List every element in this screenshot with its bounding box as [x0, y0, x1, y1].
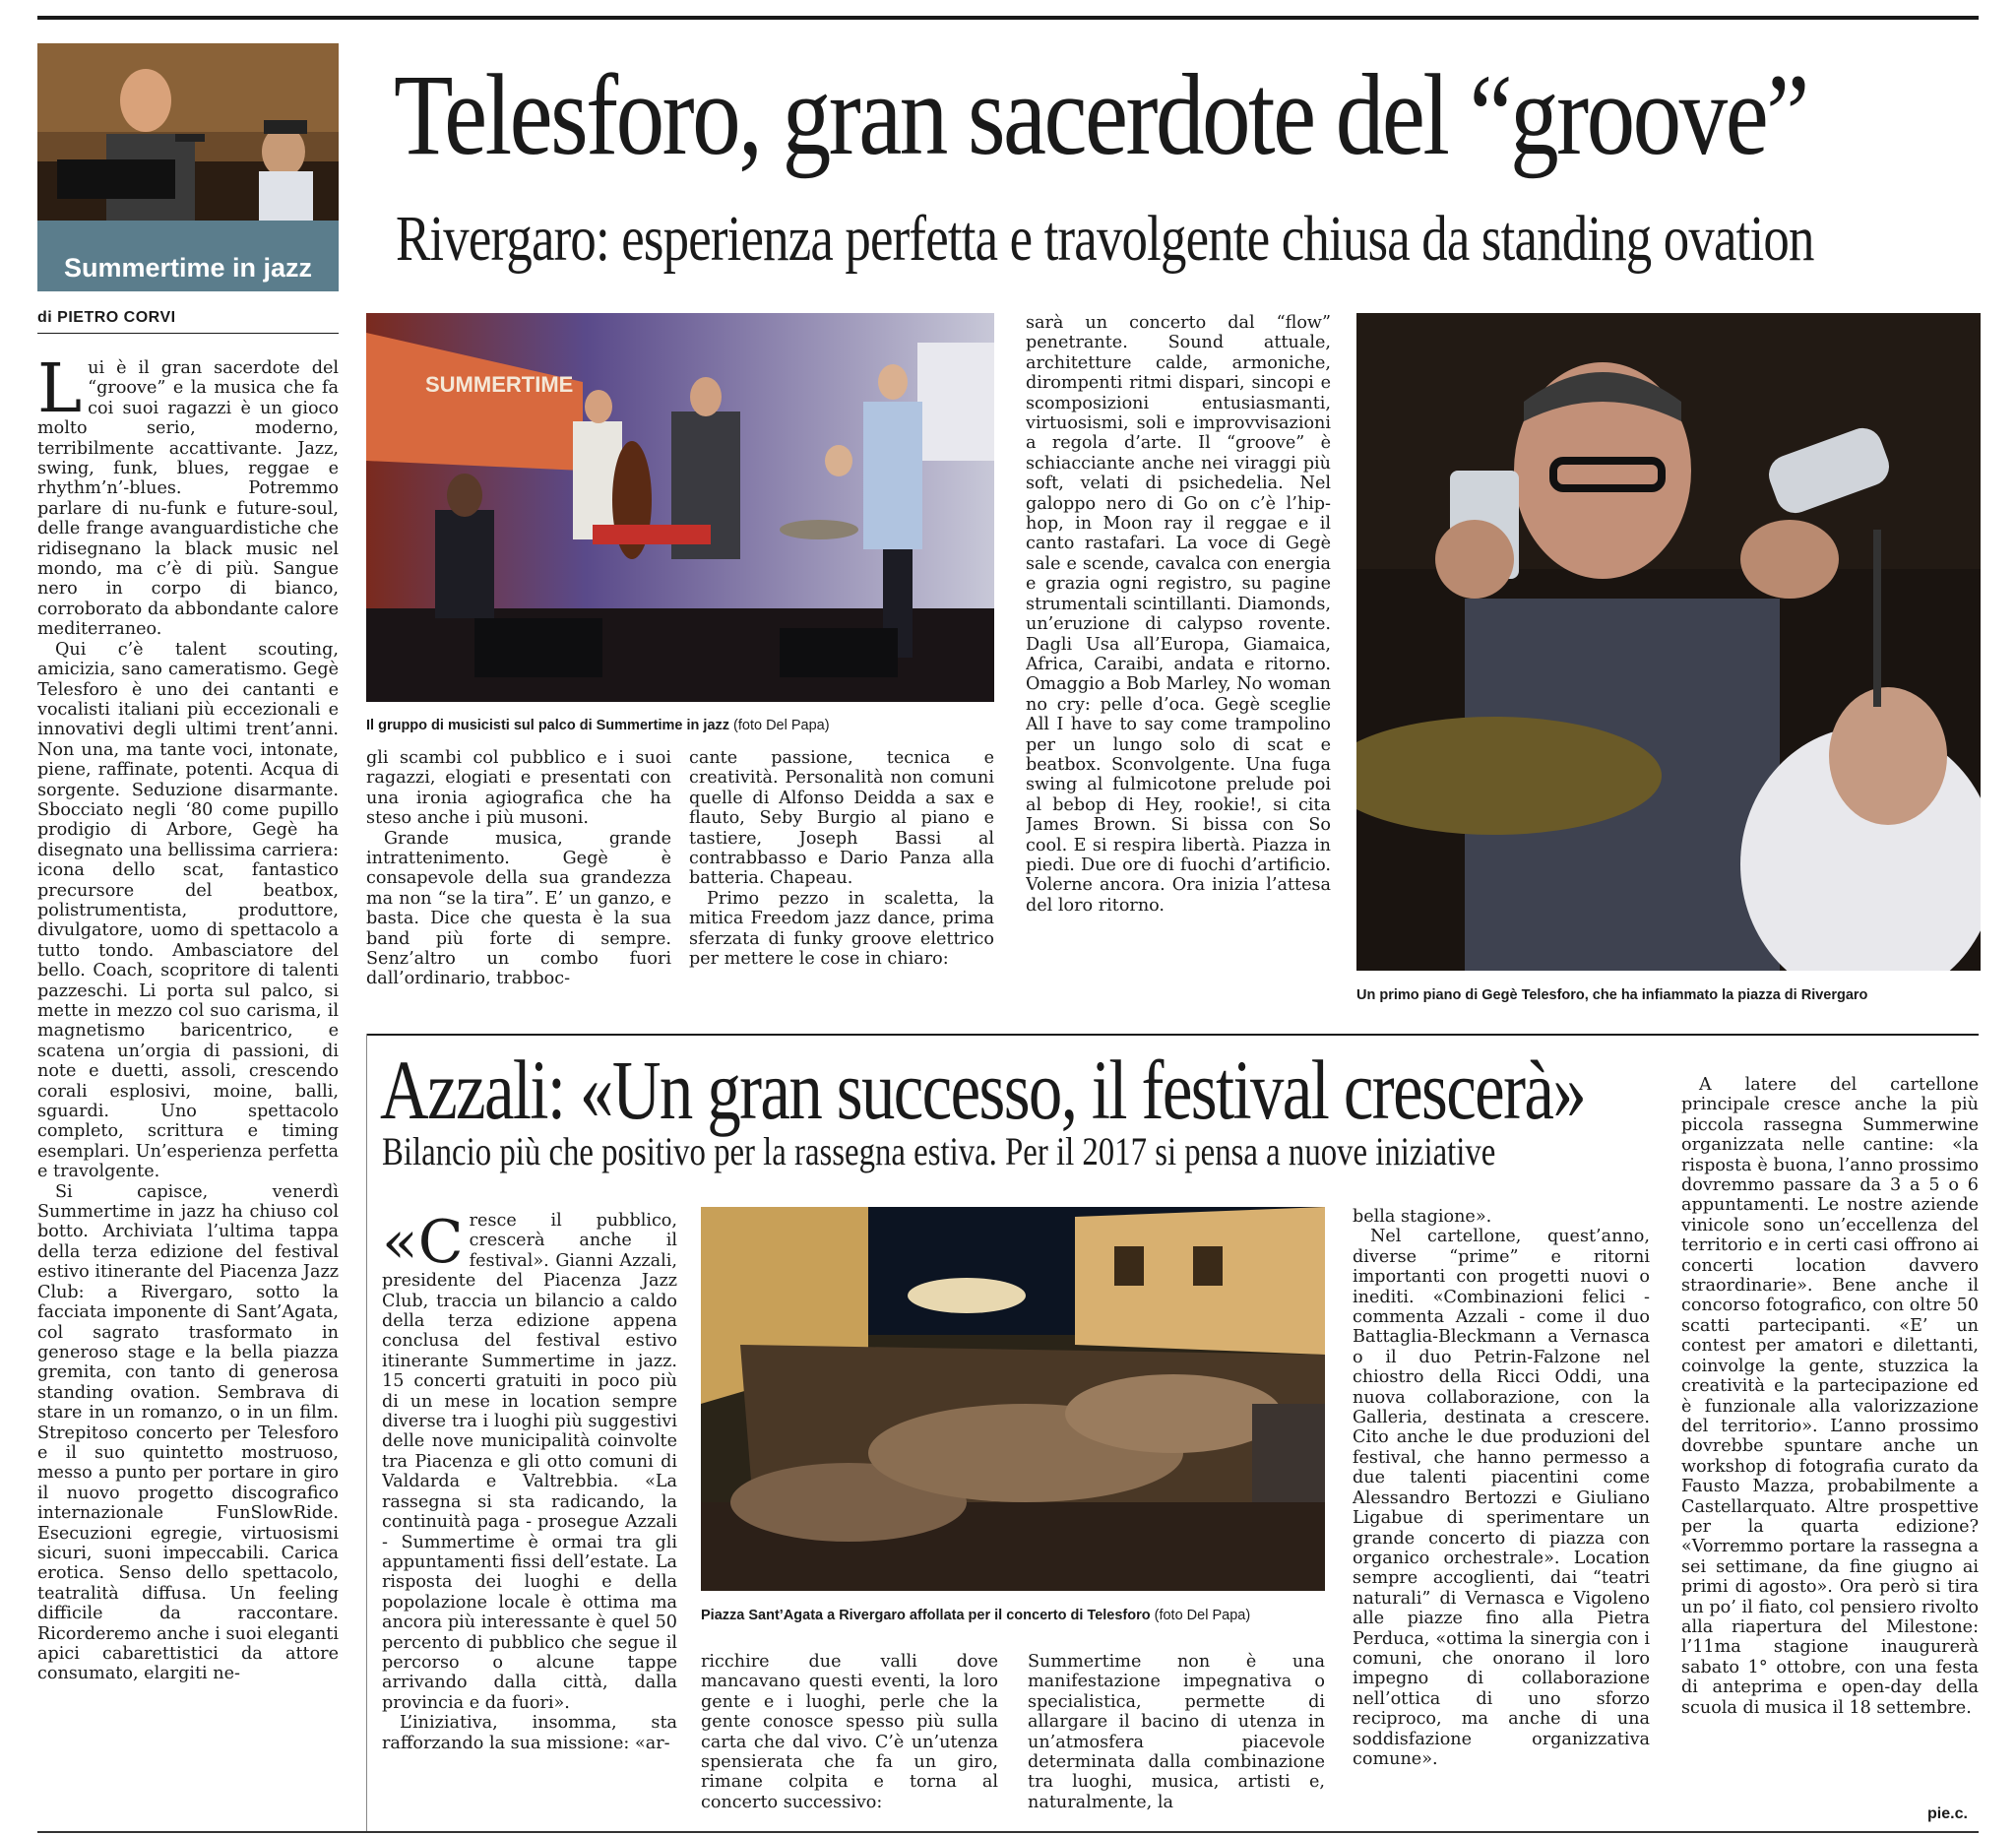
subheadline: Rivergaro: esperienza perfetta e travolgente chiusa da standing ovation — [396, 203, 1814, 275]
article2-column-3 — [1028, 1652, 1325, 1821]
paragraph: Qui c’è talent scouting, amicizia, sano cameratismo. Gegè Telesforo è uno dei cantanti e vocalisti italiani più eccezionali e innovativi degli ultimi trent’anni. Non una, ma tante voci, intonate, piene, raffinate, potenti. Acqua di sorgente. Seduzione disarmante. Sbocciato negli ‘80 come pupillo prodigio di Arbore, Gegè ha disegnato una bellissima carriera: icona dello scat, fantastico precursore del beatbox, polistrumentista, produttore, divulgatore, uomo di spettacolo a tutto tondo. Ambasciatore del bello. Coach, scopritore di talenti pazzeschi. Li porta sul palco, si mette in mezzo col suo carisma, il magnetismo baricentrico, e scatena un’orgia di passioni, di note e duetti, assoli, crescendo corali esplosivi, moine, balli, sguardi. Uno spettacolo completo, scrittura e timing esemplari. Un’esperienza perfetta e travolgente. — [37, 639, 339, 1182]
paragraph: L’iniziativa, insomma, sta rafforzando la sua missione: «ar- — [382, 1713, 677, 1753]
section-badge: Summertime in jazz — [37, 221, 339, 291]
paragraph: «Cresce il pubblico, crescerà anche il festival». Gianni Azzali, presidente del Piacenza Jazz Club, traccia un bilancio a caldo della terza edizione appena conclusa del festival estivo itinerante Summertime in jazz. 15 concerti gratuiti in poco più di un mese in location sempre diverse tra i luoghi più suggestivi delle nove municipalità coinvolte tra Piacenza e gli otto comuni di Valdarda e Valtrebbia. «La rassegna si sta radicando, la continuità paga - prosegue Azzali - Summertime è ormai tra gli appuntamenti fissi dell’estate. La risposta dei luoghi e della popolazione locale è ottima ma ancora più interessante è quel 50 percento di pubblico che segue il percorso o alcune tappe arrivando dalla città, dalla provincia e da fuori». — [382, 1211, 677, 1713]
byline: di PIETRO CORVI — [37, 309, 339, 334]
paragraph: Summertime non è una manifestazione impegnativa o specialistica, permette di allargare il bacino di utenza in un’atmosfera piacevole determinata dalla combinazione tra luoghi, musica, artisti e, naturalmente, la — [1028, 1652, 1325, 1812]
paragraph: Lui è il gran sacerdote del “groove” e la musica che fa coi suoi ragazzi è un gioco molto serio, moderno, terribilmente accattivante. Jazz, swing, funk, blues, reggae e rhythm’n’-blues. Potremmo parlare di nu-funk e future-soul, delle frange avanguardistiche che ridisegnano la black music nel mondo, ma c’è di più. Sangue nero in corpo di bianco, corroborato da abbondante calore mediterraneo. — [37, 358, 339, 640]
paragraph: ricchire due valli dove mancavano questi eventi, la loro gente e i luoghi, perle che la gente conosce spesso più sulla carta che dal vivo. C’è un’utenza spensierata che fa un giro, rimane colpita e torna al concerto successivo: — [701, 1652, 998, 1812]
top-rule — [37, 16, 1979, 20]
article2-column-4 — [1353, 1207, 1650, 1821]
photo-credit: (foto Del Papa) — [1154, 1608, 1251, 1623]
column-divider — [366, 1034, 367, 1831]
bottom-rule — [37, 1831, 1979, 1833]
drop-cap: L — [37, 358, 83, 428]
author-thumbnail-photo — [37, 43, 339, 221]
paragraph: bella stagione». — [1353, 1207, 1492, 1227]
article2-column-5 — [1681, 1075, 1979, 1803]
second-headline: Azzali: «Un gran successo, il festival crescerà» — [380, 1043, 1586, 1137]
paragraph: gli scambi col pubblico e i suoi ragazzi, elogiati e presentati con una ironia agiografica che ha steso anche i più musoni. — [366, 748, 671, 829]
crowd-photo-caption: Piazza Sant’Agata a Rivergaro affollata per il concerto di Telesforo (foto Del Papa) — [701, 1608, 1251, 1623]
drop-cap: «C — [382, 1211, 464, 1277]
article1-column-1 — [37, 358, 339, 1821]
paragraph: sarà un concerto dal “flow” penetrante. Sound attuale, architetture calde, armoniche, dirompenti ritmi dispari, sincopi e scomposizioni entusiasmanti, virtuosismi, soli e improvvisazioni a regola d’arte. Il “groove” è schiacciante anche nei viraggi più soft, velati di psichedelia. Nel galoppo nero di Go on c’è l’hip-hop, in Moon ray il reggae e il canto rastafari. La voce di Gegè sale e scende, cavalca con energia e grazia ogni registro, su pagine strumentali scintillanti. Diamonds, un’eruzione di calypso rovente. Dagli Usa all’Europa, Giamaica, Africa, Caraibi, andata e ritorno. Omaggio a Bob Marley, No woman no cry: pelle d’oca. Gegè sceglie All I have to say come trampolino per un lungo solo di scat e beatbox. Sconvolgente. Una fuga swing al fulmicotone prelude poi al bebop di Hey, rookie!, si cita James Brown. Si bissa con So cool. E si respira libertà. Piazza in piedi. Due ore di fuochi d’artificio. Volerne ancora. Ora inizia l’attesa del loro ritorno. — [1026, 313, 1331, 916]
second-subheadline: Bilancio più che positivo per la rassegna estiva. Per il 2017 si pensa a nuove iniziative — [382, 1129, 1496, 1173]
paragraph: Primo pezzo in scaletta, la mitica Freedom jazz dance, prima sferzata di funky groove elettrico per mettere le cose in chiaro: — [689, 888, 994, 970]
headline: Telesforo, gran sacerdote del “groove” — [394, 50, 1807, 179]
paragraph: Si capisce, venerdì Summertime in jazz ha chiuso col botto. Archiviata l’ultima tappa della terza edizione del festival estivo itinerante del Piacenza Jazz Club: a Rivergaro, sotto la facciata imponente di Sant’Agata, col sagrato trasformato in generoso stage e la bella piazza gremita, con tanto di generosa standing ovation. Sembrava di stare in un romanzo, o in un film. Strepitoso concerto per Telesforo e il suo quintetto mostruoso, messo a punto per portare in giro il nuovo progetto discografico internazionale FunSlowRide. Esecuzioni egregie, virtuosismi sicuri, suoni impeccabili. Carica erotica. Senso dello spettacolo, teatralità diffusa. Un feeling difficile da raccontare. Ricorderemo anche i suoi eleganti apici cabarettistici da attore consumato, elargiti ne- — [37, 1181, 339, 1684]
section-divider — [366, 1034, 1979, 1036]
portrait-photo — [1356, 313, 1981, 971]
signoff: pie.c. — [1927, 1805, 1968, 1822]
stage-photo — [366, 313, 994, 702]
stage-photo-caption: Il gruppo di musicisti sul palco di Summertime in jazz (foto Del Papa) — [366, 718, 830, 733]
article2-column-1 — [382, 1211, 677, 1821]
portrait-photo-caption: Un primo piano di Gegè Telesforo, che ha infiammato la piazza di Rivergaro — [1356, 987, 1868, 1003]
paragraph: A latere del cartellone principale cresce anche la più piccola rassegna Summerwine organizzata nelle cantine: «la risposta è buona, l’anno prossimo dovremmo passare da 3 a 5 o 6 appuntamenti. Le nostre aziende vinicole sono un’eccellenza del territorio e in certi casi offrono ai concerti location davvero straordinarie». Bene anche il concorso fotografico, con oltre 50 scatti partecipanti. «E’ un contest per amatori e dilettanti, coinvolge la gente, stuzzica la creatività e la partecipazione ed è funzionale alla valorizzazione del territorio». L’anno prossimo dovrebbe spuntare anche un workshop di fotografia curato da Fausto Mazza, probabilmente a Castellarquato. Altre prospettive per la quarta edizione? «Vorremmo portare la rassegna a sei settimane, da fine giugno ai primi di agosto». Ora però si tira un po’ il fiato, col pensiero rivolto alla riapertura del Milestone: l’11ma stagione inaugurerà sabato 1° ottobre, con una festa di anteprima e open-day della scuola di musica il 18 settembre. — [1681, 1075, 1979, 1718]
article1-column-4 — [1026, 313, 1331, 1012]
paragraph: Nel cartellone, quest’anno, diverse “prime” e ritorni importanti con progetti nuovi o inediti. «Combinazioni felici - commenta Azzali - come il duo Battaglia-Bleckmann a Vernasca o il duo Petrin-Falzone nel chiostro della Ricci Oddi, una nuova collaborazione, con la Galleria, destinata a crescere. Cito anche le due produzioni del festival, che hanno permesso a due talenti piacentini come Alessandro Bertozzi e Giuliano Ligabue di sperimentare un grande concerto di piazza con organico orchestrale». Location sempre accoglienti, dai “teatri naturali” di Vernasca e Vigoleno alle piazze fino alla Pietra Perduca, «ottima la sinergia con i comuni, che onorano il loro impegno di collaborazione nell’ottica di uno sforzo reciproco, ma anche di una soddisfazione organizzativa comune». — [1353, 1227, 1650, 1769]
article1-column-2 — [366, 748, 671, 1028]
banner-text: SUMMERTIME — [425, 372, 574, 397]
paragraph: Grande musica, grande intrattenimento. Gegè è consapevole della sua grandezza ma non “se la tira”. E’ un ganzo, e basta. Dice che questa è la sua band più forte di sempre. Senz’altro un combo fuori dall’ordinario, trabboc- — [366, 828, 671, 989]
paragraph: cante passione, tecnica e creatività. Personalità non comuni quelle di Alfonso Deidda a sax e flauto, Seby Burgio al piano e tastiere, Joseph Bassi al contrabbasso e Dario Panza alla batteria. Chapeau. — [689, 748, 994, 889]
article1-column-3 — [689, 748, 994, 1028]
crowd-photo — [701, 1207, 1325, 1591]
article2-column-2 — [701, 1652, 998, 1821]
photo-credit: (foto Del Papa) — [733, 718, 830, 733]
